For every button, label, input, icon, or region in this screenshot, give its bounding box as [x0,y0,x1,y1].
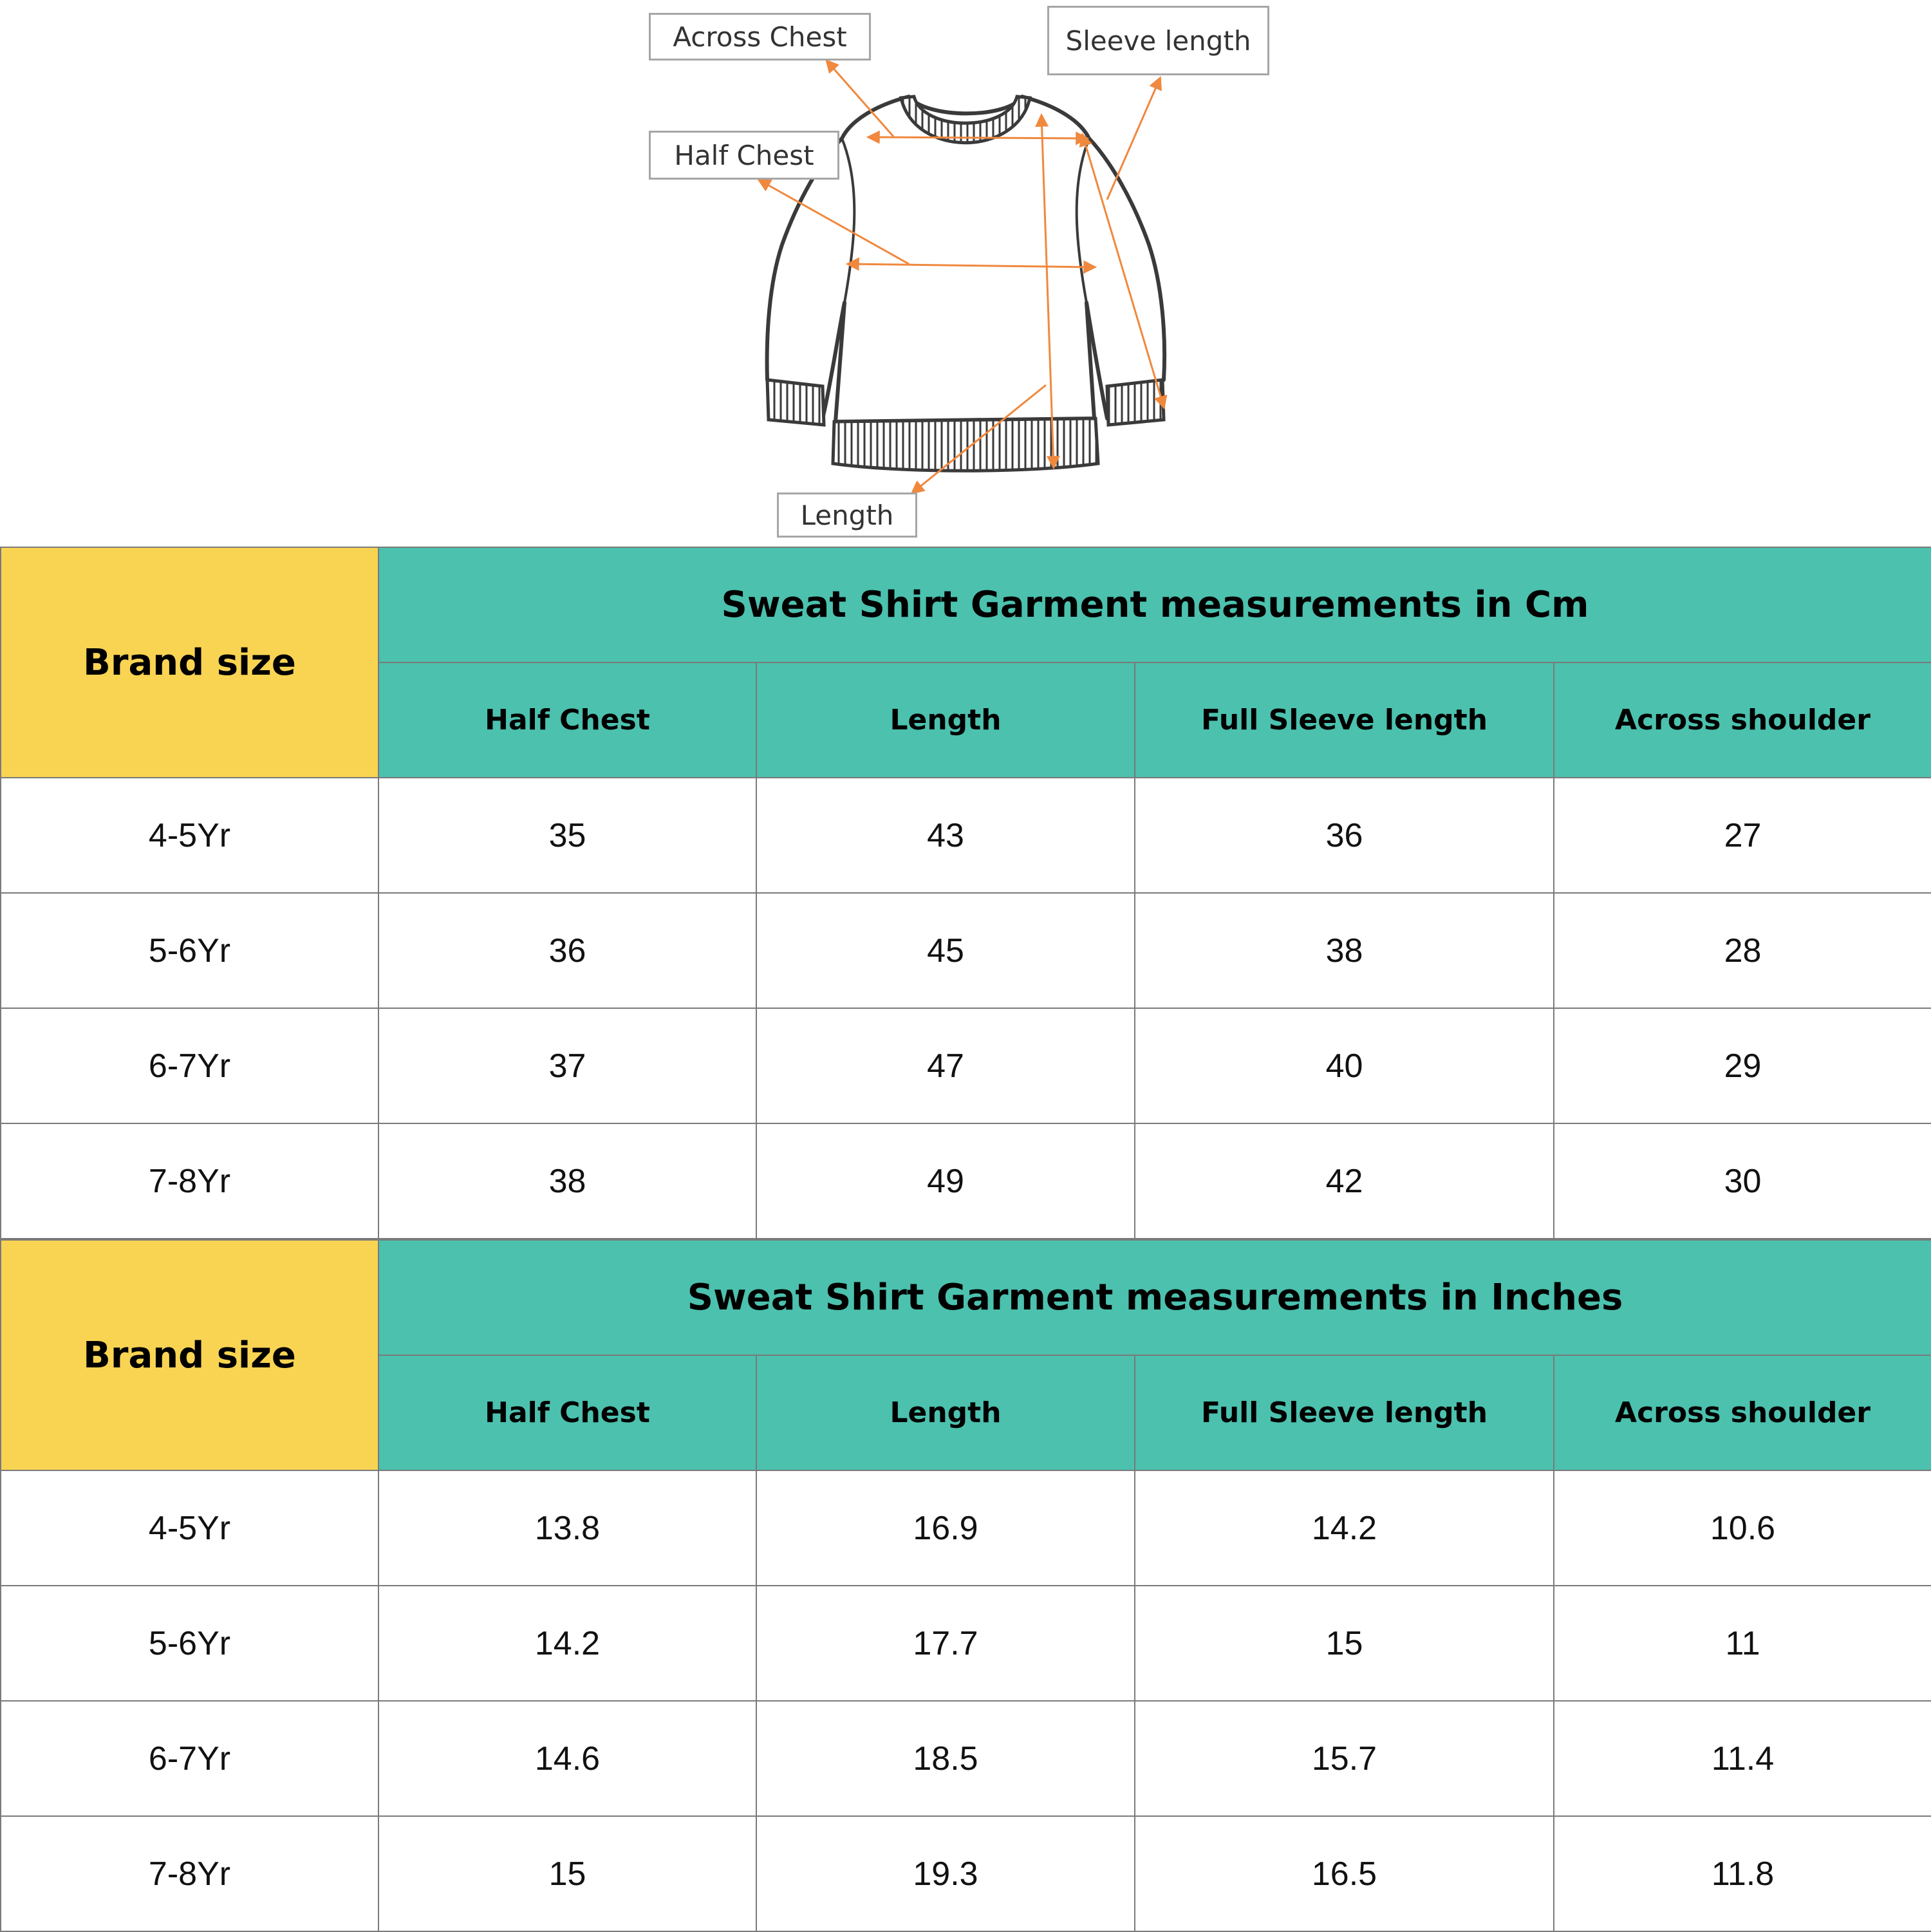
value-cell: 47 [756,1008,1135,1123]
across-chest-label: Across Chest [649,13,871,61]
brand-size-header: Brand size [1,547,378,778]
value-cell: 11.4 [1554,1701,1931,1816]
value-cell: 10.6 [1554,1470,1931,1586]
size-cell: 4-5Yr [1,1470,378,1586]
table-row [1,1470,1931,1586]
value-cell: 38 [1135,893,1554,1008]
column-header-length: Length [756,662,1135,778]
value-cell: 45 [756,893,1135,1008]
sweatshirt-diagram [0,0,1931,546]
value-cell: 16.9 [756,1470,1135,1586]
size-cell: 7-8Yr [1,1816,378,1931]
value-cell: 35 [378,778,756,893]
value-cell: 28 [1554,893,1931,1008]
size-table-cm [0,547,1931,1239]
table-row [1,1701,1931,1816]
table-title: Sweat Shirt Garment measurements in Cm [378,547,1931,662]
value-cell: 11.8 [1554,1816,1931,1931]
column-header-across-shoulder: Across shoulder [1554,1355,1931,1470]
size-cell: 6-7Yr [1,1008,378,1123]
column-header-full-sleeve-length: Full Sleeve length [1135,662,1554,778]
value-cell: 42 [1135,1123,1554,1239]
table-row [1,778,1931,893]
value-cell: 29 [1554,1008,1931,1123]
size-cell: 5-6Yr [1,1586,378,1701]
column-header-full-sleeve-length: Full Sleeve length [1135,1355,1554,1470]
table-row [1,1816,1931,1931]
value-cell: 15.7 [1135,1701,1554,1816]
size-table-inches [0,1239,1931,1932]
size-cell: 5-6Yr [1,893,378,1008]
value-cell: 14.6 [378,1701,756,1816]
table-title: Sweat Shirt Garment measurements in Inches [378,1240,1931,1355]
value-cell: 17.7 [756,1586,1135,1701]
column-header-length: Length [756,1355,1135,1470]
brand-size-header: Brand size [1,1240,378,1470]
value-cell: 30 [1554,1123,1931,1239]
value-cell: 18.5 [756,1701,1135,1816]
column-header-across-shoulder: Across shoulder [1554,662,1931,778]
sleeve-length-label: Sleeve length [1047,6,1269,75]
table-row [1,1008,1931,1123]
value-cell: 11 [1554,1586,1931,1701]
value-cell: 49 [756,1123,1135,1239]
table-row [1,893,1931,1008]
table-row [1,1123,1931,1239]
across-shoulder-arrow [869,137,1087,138]
value-cell: 43 [756,778,1135,893]
length-label: Length [777,492,917,538]
value-cell: 36 [378,893,756,1008]
column-header-half-chest: Half Chest [378,1355,756,1470]
value-cell: 27 [1554,778,1931,893]
value-cell: 14.2 [378,1586,756,1701]
value-cell: 37 [378,1008,756,1123]
value-cell: 38 [378,1123,756,1239]
value-cell: 19.3 [756,1816,1135,1931]
sweatshirt-illustration [0,0,1931,546]
half-chest-label: Half Chest [649,131,839,180]
size-cell: 4-5Yr [1,778,378,893]
value-cell: 36 [1135,778,1554,893]
value-cell: 16.5 [1135,1816,1554,1931]
value-cell: 40 [1135,1008,1554,1123]
column-header-half-chest: Half Chest [378,662,756,778]
value-cell: 15 [1135,1586,1554,1701]
value-cell: 14.2 [1135,1470,1554,1586]
value-cell: 13.8 [378,1470,756,1586]
value-cell: 15 [378,1816,756,1931]
table-row [1,1586,1931,1701]
size-cell: 7-8Yr [1,1123,378,1239]
size-cell: 6-7Yr [1,1701,378,1816]
